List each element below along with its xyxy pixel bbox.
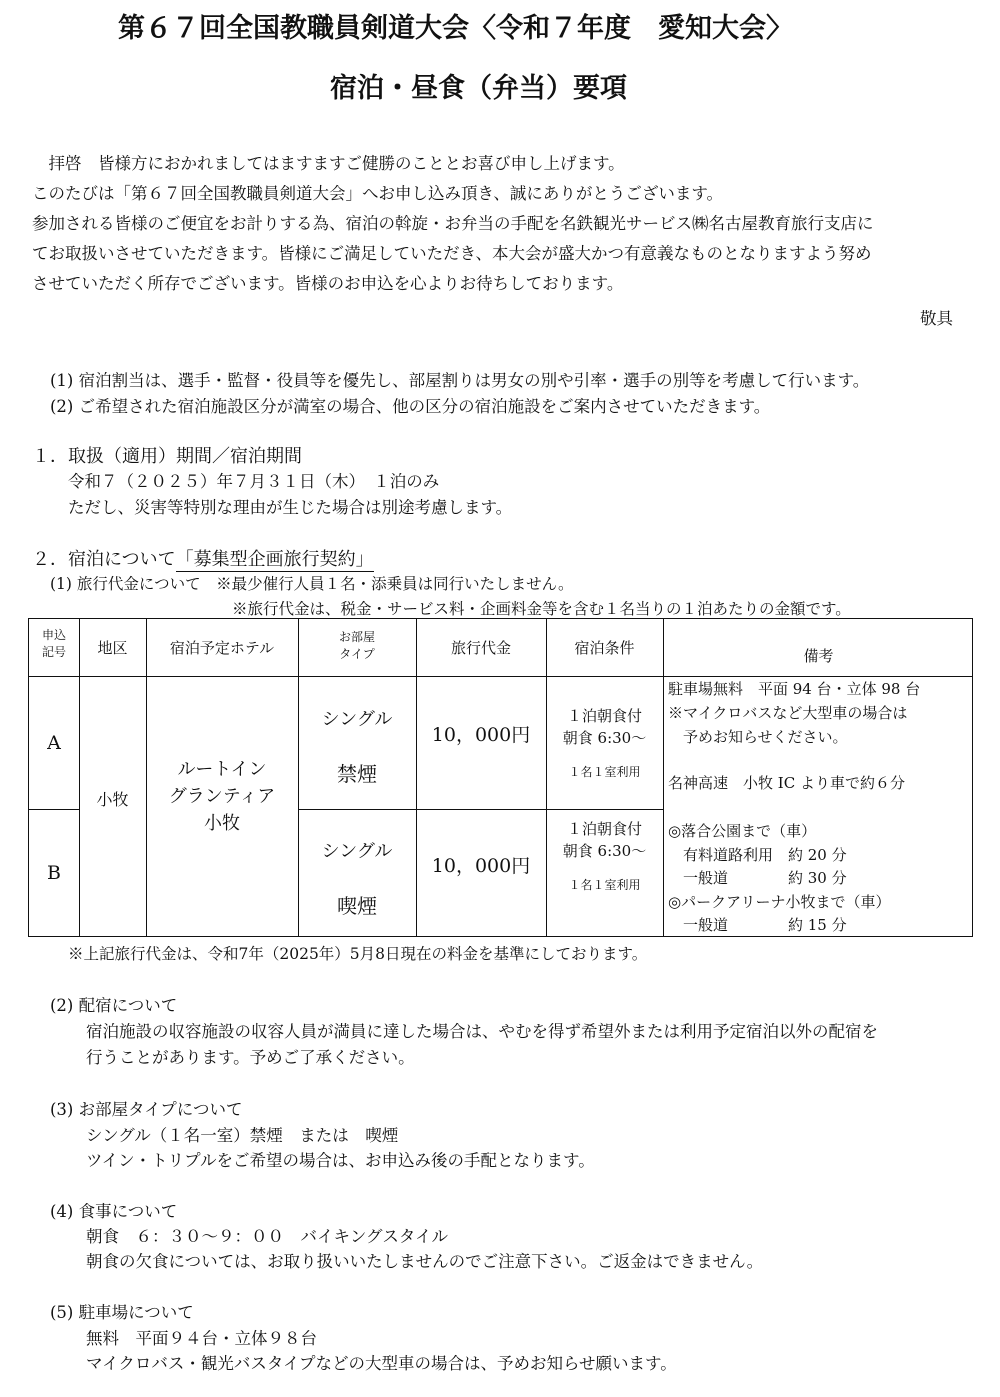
header-room-line-2: タイプ [339, 647, 375, 661]
table-grid [663, 619, 664, 936]
intro-line-2: このたびは「第６７回全国教職員剣道大会」へお申し込み頂き、誠にありがとうございます。 [32, 184, 724, 203]
remark-line-6: 有料道路利用 約 20 分 [668, 846, 847, 864]
intro-line-1: 拝啓 皆様方におかれましてはますますご健勝のこととお喜び申し上げます。 [32, 154, 625, 173]
header-room-type [298, 629, 416, 663]
header-room-line-1: お部屋 [338, 630, 375, 644]
price-note-1: (1) 旅行代金について ※最少催行人員１名・添乗員は同行いたしません。 [50, 575, 574, 593]
remark-line-9: 一般道 約 15 分 [668, 916, 847, 934]
hotel-name-line-1: ルートイン [177, 759, 267, 780]
header-code-line-1: 申込 [41, 628, 66, 642]
sub3-line-2: ツイン・トリプルをご希望の場合は、お申込み後の手配となります。 [86, 1151, 595, 1170]
table-grid [79, 619, 80, 936]
header-code [29, 627, 79, 661]
table-grid [29, 676, 972, 677]
row-a-code: A [47, 732, 61, 754]
row-b-conditions [546, 818, 663, 896]
sub2-heading: (2) 配宿について [50, 996, 178, 1015]
row-b-room-type: シングル [321, 841, 393, 862]
page-subtitle: 宿泊・昼食（弁当）要項 [330, 73, 627, 104]
header-code-line-2: 記号 [41, 645, 66, 659]
row-a-conditions [546, 705, 663, 783]
intro-line-5: させていただく所存でございます。皆様のお申込を心よりお待ちしております。 [32, 274, 624, 293]
hotel-name [146, 756, 298, 837]
remark-line-8: ◎パークアリーナ小牧まで（車） [668, 893, 891, 911]
sub5-heading: (5) 駐車場について [50, 1303, 194, 1322]
note-1: (1) 宿泊割当は、選手・監督・役員等を優先し、部屋割りは男女の別や引率・選手の別等を考慮して行います。 [50, 371, 870, 390]
hotel-name-line-3: 小牧 [204, 813, 240, 834]
price-note-2: ※旅行代金は、税金・サービス料・企画料金等を含む１名当りの１泊あたりの金額です。 [232, 600, 851, 618]
sub5-line-2: マイクロバス・観光バスタイプなどの大型車の場合は、予めお知らせ願います。 [86, 1354, 677, 1373]
remark-line-4: 名神高速 小牧 IC より車で約６分 [668, 774, 905, 792]
row-a-cond-1: １泊朝食付 [566, 707, 642, 725]
sub5-line-1: 無料 平面９４台・立体９８台 [86, 1329, 317, 1348]
intro-line-3: 参加される皆様のご便宜をお計りする為、宿泊の斡旋・お弁当の手配を名鉄観光サービス㈱名古屋教育旅行支店に [32, 214, 874, 233]
row-b-cond-2: 朝食 6:30～ [562, 842, 647, 860]
row-b-smoking: 喫煙 [337, 894, 377, 918]
closing-keigu: 敬具 [920, 309, 953, 328]
remark-line-3: 予めお知らせください。 [668, 728, 848, 746]
sub3-heading: (3) お部屋タイプについて [50, 1100, 243, 1119]
section-2-heading-tag: 「募集型企画旅行契約」 [175, 549, 374, 570]
table-footnote: ※上記旅行代金は、令和7年（2025年）5月8日現在の料金を基準にしております。 [68, 945, 648, 963]
remark-line-7: 一般道 約 30 分 [668, 869, 847, 887]
remark-line-2: ※マイクロバスなど大型車の場合は [668, 704, 908, 722]
row-a-price: 10，000円 [431, 724, 531, 746]
row-b-cond-3: １名１室利用 [568, 878, 641, 892]
table-grid [416, 619, 417, 936]
row-a-cond-2: 朝食 6:30～ [562, 729, 647, 747]
section-1-heading: １．取扱（適用）期間／宿泊期間 [32, 446, 302, 467]
section-2-heading [32, 545, 374, 571]
section-1-note: ただし、災害等特別な理由が生じた場合は別途考慮します。 [68, 498, 513, 517]
note-2: (2) ご希望された宿泊施設区分が満室の場合、他の区分の宿泊施設をご案内させていただきます。 [50, 397, 771, 416]
area-cell: 小牧 [96, 790, 129, 809]
sub4-heading: (4) 食事について [50, 1202, 178, 1221]
sub2-line-2: 行うことがあります。予めご了承ください。 [86, 1048, 415, 1067]
remark-line-5: ◎落合公園まで（車） [668, 822, 817, 840]
sub4-line-2: 朝食の欠食については、お取り扱いいたしませんのでご注意下さい。ご返金はできません。 [86, 1252, 764, 1271]
row-b-cond-1: １泊朝食付 [566, 820, 642, 838]
table-grid [298, 809, 663, 810]
header-hotel: 宿泊予定ホテル [169, 639, 275, 657]
page-title: 第６７回全国教職員剣道大会〈令和７年度 愛知大会〉 [118, 13, 793, 44]
hotel-name-line-2: グランティア [168, 786, 276, 807]
row-a-cond-3: １名１室利用 [568, 765, 641, 779]
header-price: 旅行代金 [450, 639, 511, 657]
header-remarks: 備考 [803, 647, 834, 665]
sub2-line-1: 宿泊施設の収容施設の収容人員が満員に達した場合は、やむを得ず希望外または利用予定宿泊以外の配宿を [86, 1022, 878, 1041]
sub4-line-1: 朝食 ６：３０～９：００ バイキングスタイル [86, 1227, 449, 1246]
remark-line-1: 駐車場無料 平面 94 台・立体 98 台 [668, 680, 921, 698]
table-grid [29, 809, 79, 810]
header-area: 地区 [97, 639, 128, 657]
row-a-room-type: シングル [321, 709, 393, 730]
row-a-smoking: 禁煙 [337, 762, 377, 786]
intro-line-4: てお取扱いさせていただきます。皆様にご満足していただき、本大会が盛大かつ有意義なものとなりますよう努め [32, 244, 872, 263]
section-2-heading-text: ２．宿泊について [32, 549, 176, 570]
row-b-price: 10，000円 [431, 855, 531, 877]
section-1-date: 令和７（２０２５）年７月３１日（木） １泊のみ [68, 472, 440, 491]
header-conditions: 宿泊条件 [574, 639, 635, 657]
row-b-code: B [47, 862, 61, 884]
sub3-line-1: シングル（１名一室）禁煙 または 喫煙 [86, 1126, 399, 1145]
